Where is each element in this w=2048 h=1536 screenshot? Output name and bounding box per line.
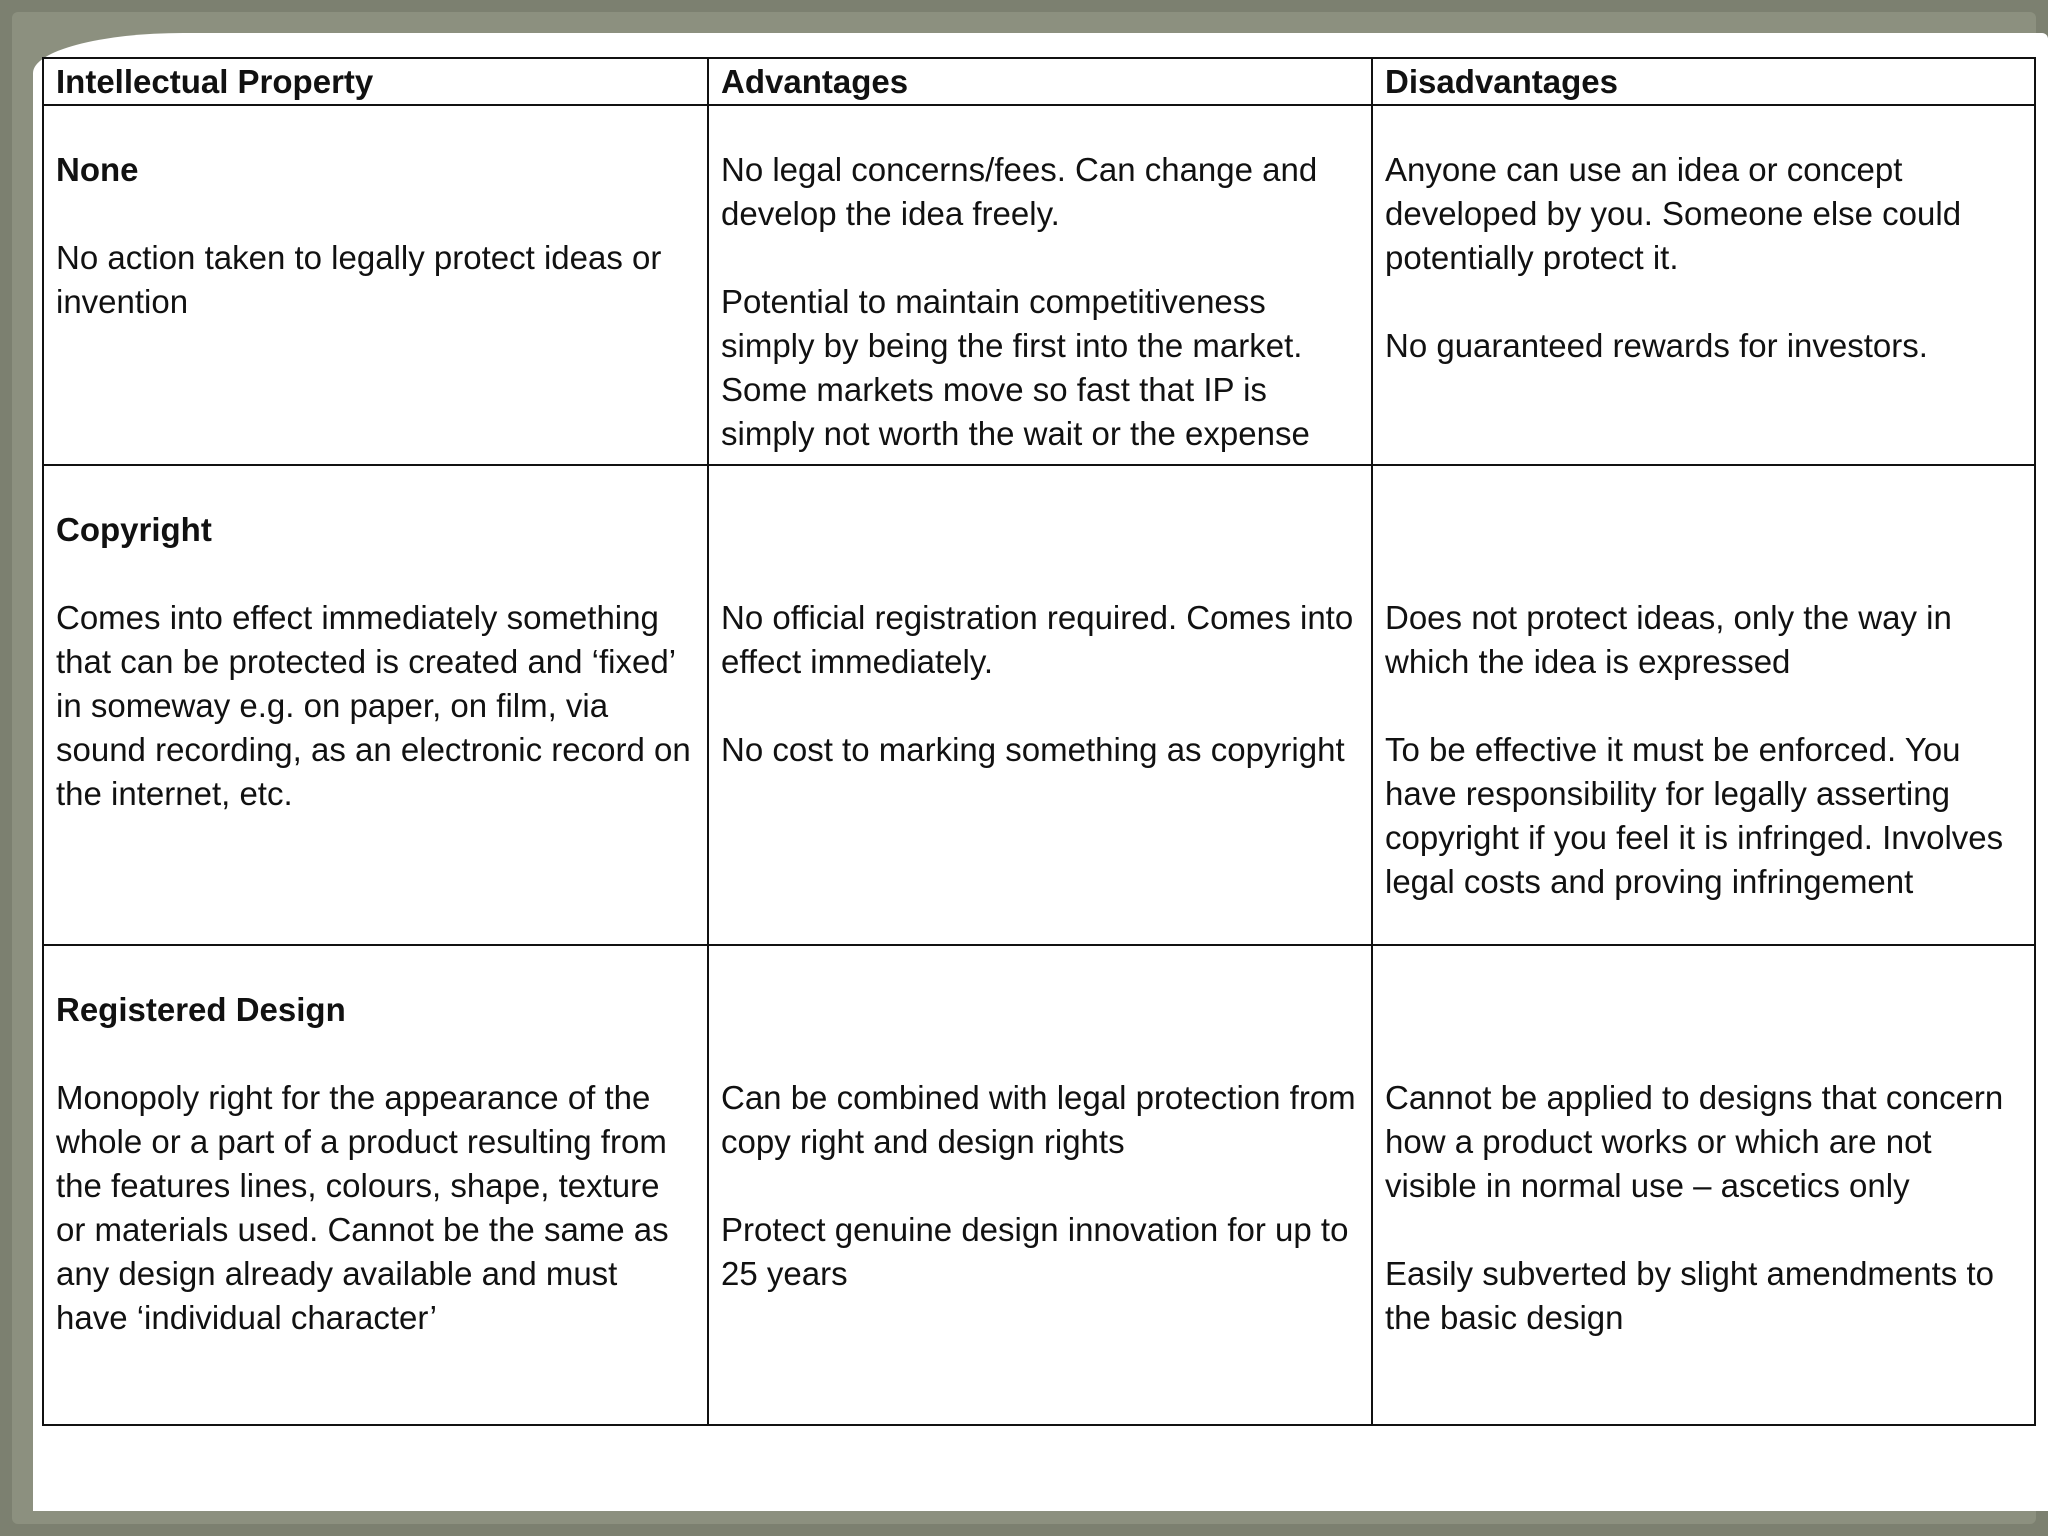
disadvantages-cell [1372,945,2035,1425]
ip-type-name: None [56,151,139,188]
ip-type-description: Comes into effect immediately something that can be protected is created and ‘fixed’ in someway e.g. on paper, on film, via sound recording, as an electronic record on the internet, etc. [56,599,691,812]
table-row [43,105,2035,465]
cell-spacer [1385,508,2022,596]
ip-type-description: No action taken to legally protect ideas or invention [56,239,662,320]
table-header-row [43,58,2035,105]
header-advantages: Advantages [708,58,1372,105]
advantage-text: No cost to marking something as copyright [721,731,1345,768]
disadvantage-text: Easily subverted by slight amendments to the basic design [1385,1255,1994,1336]
cell-spacer [721,508,1359,596]
advantage-text: Potential to maintain competitiveness simply by being the first into the market. Some markets move so fast that IP is simply not worth the wait or the expense [721,283,1310,452]
ip-cell [43,465,708,945]
ip-cell [43,105,708,465]
ip-type-name: Copyright [56,511,212,548]
ip-comparison-table [42,57,2036,1426]
ip-type-name: Registered Design [56,991,346,1028]
advantage-text: Protect genuine design innovation for up to 25 years [721,1211,1349,1292]
disadvantage-text: Cannot be applied to designs that concern how a product works or which are not visible in normal use – ascetics only [1385,1079,2004,1204]
table-row [43,465,2035,945]
disadvantage-text: Anyone can use an idea or concept developed by you. Someone else could potentially protect it. [1385,151,1962,276]
advantage-text: Can be combined with legal protection from copy right and design rights [721,1079,1356,1160]
table-row [43,945,2035,1425]
advantage-text: No official registration required. Comes into effect immediately. [721,599,1354,680]
disadvantage-text: Does not protect ideas, only the way in which the idea is expressed [1385,599,1952,680]
ip-type-description: Monopoly right for the appearance of the whole or a part of a product resulting from the features lines, colours, shape, texture or materials used. Cannot be the same as any design already available and must have ‘individual character’ [56,1079,669,1336]
cell-spacer [721,988,1359,1076]
ip-cell [43,945,708,1425]
advantages-cell [708,105,1372,465]
cell-spacer [1385,988,2022,1076]
disadvantages-cell [1372,105,2035,465]
disadvantage-text: No guaranteed rewards for investors. [1385,327,1928,364]
advantages-cell [708,465,1372,945]
advantages-cell [708,945,1372,1425]
header-intellectual-property: Intellectual Property [43,58,708,105]
disadvantage-text: To be effective it must be enforced. You have responsibility for legally asserting copyright if you feel it is infringed. Involves legal costs and proving infringement [1385,731,2004,900]
advantage-text: No legal concerns/fees. Can change and develop the idea freely. [721,151,1318,232]
header-disadvantages: Disadvantages [1372,58,2035,105]
disadvantages-cell [1372,465,2035,945]
